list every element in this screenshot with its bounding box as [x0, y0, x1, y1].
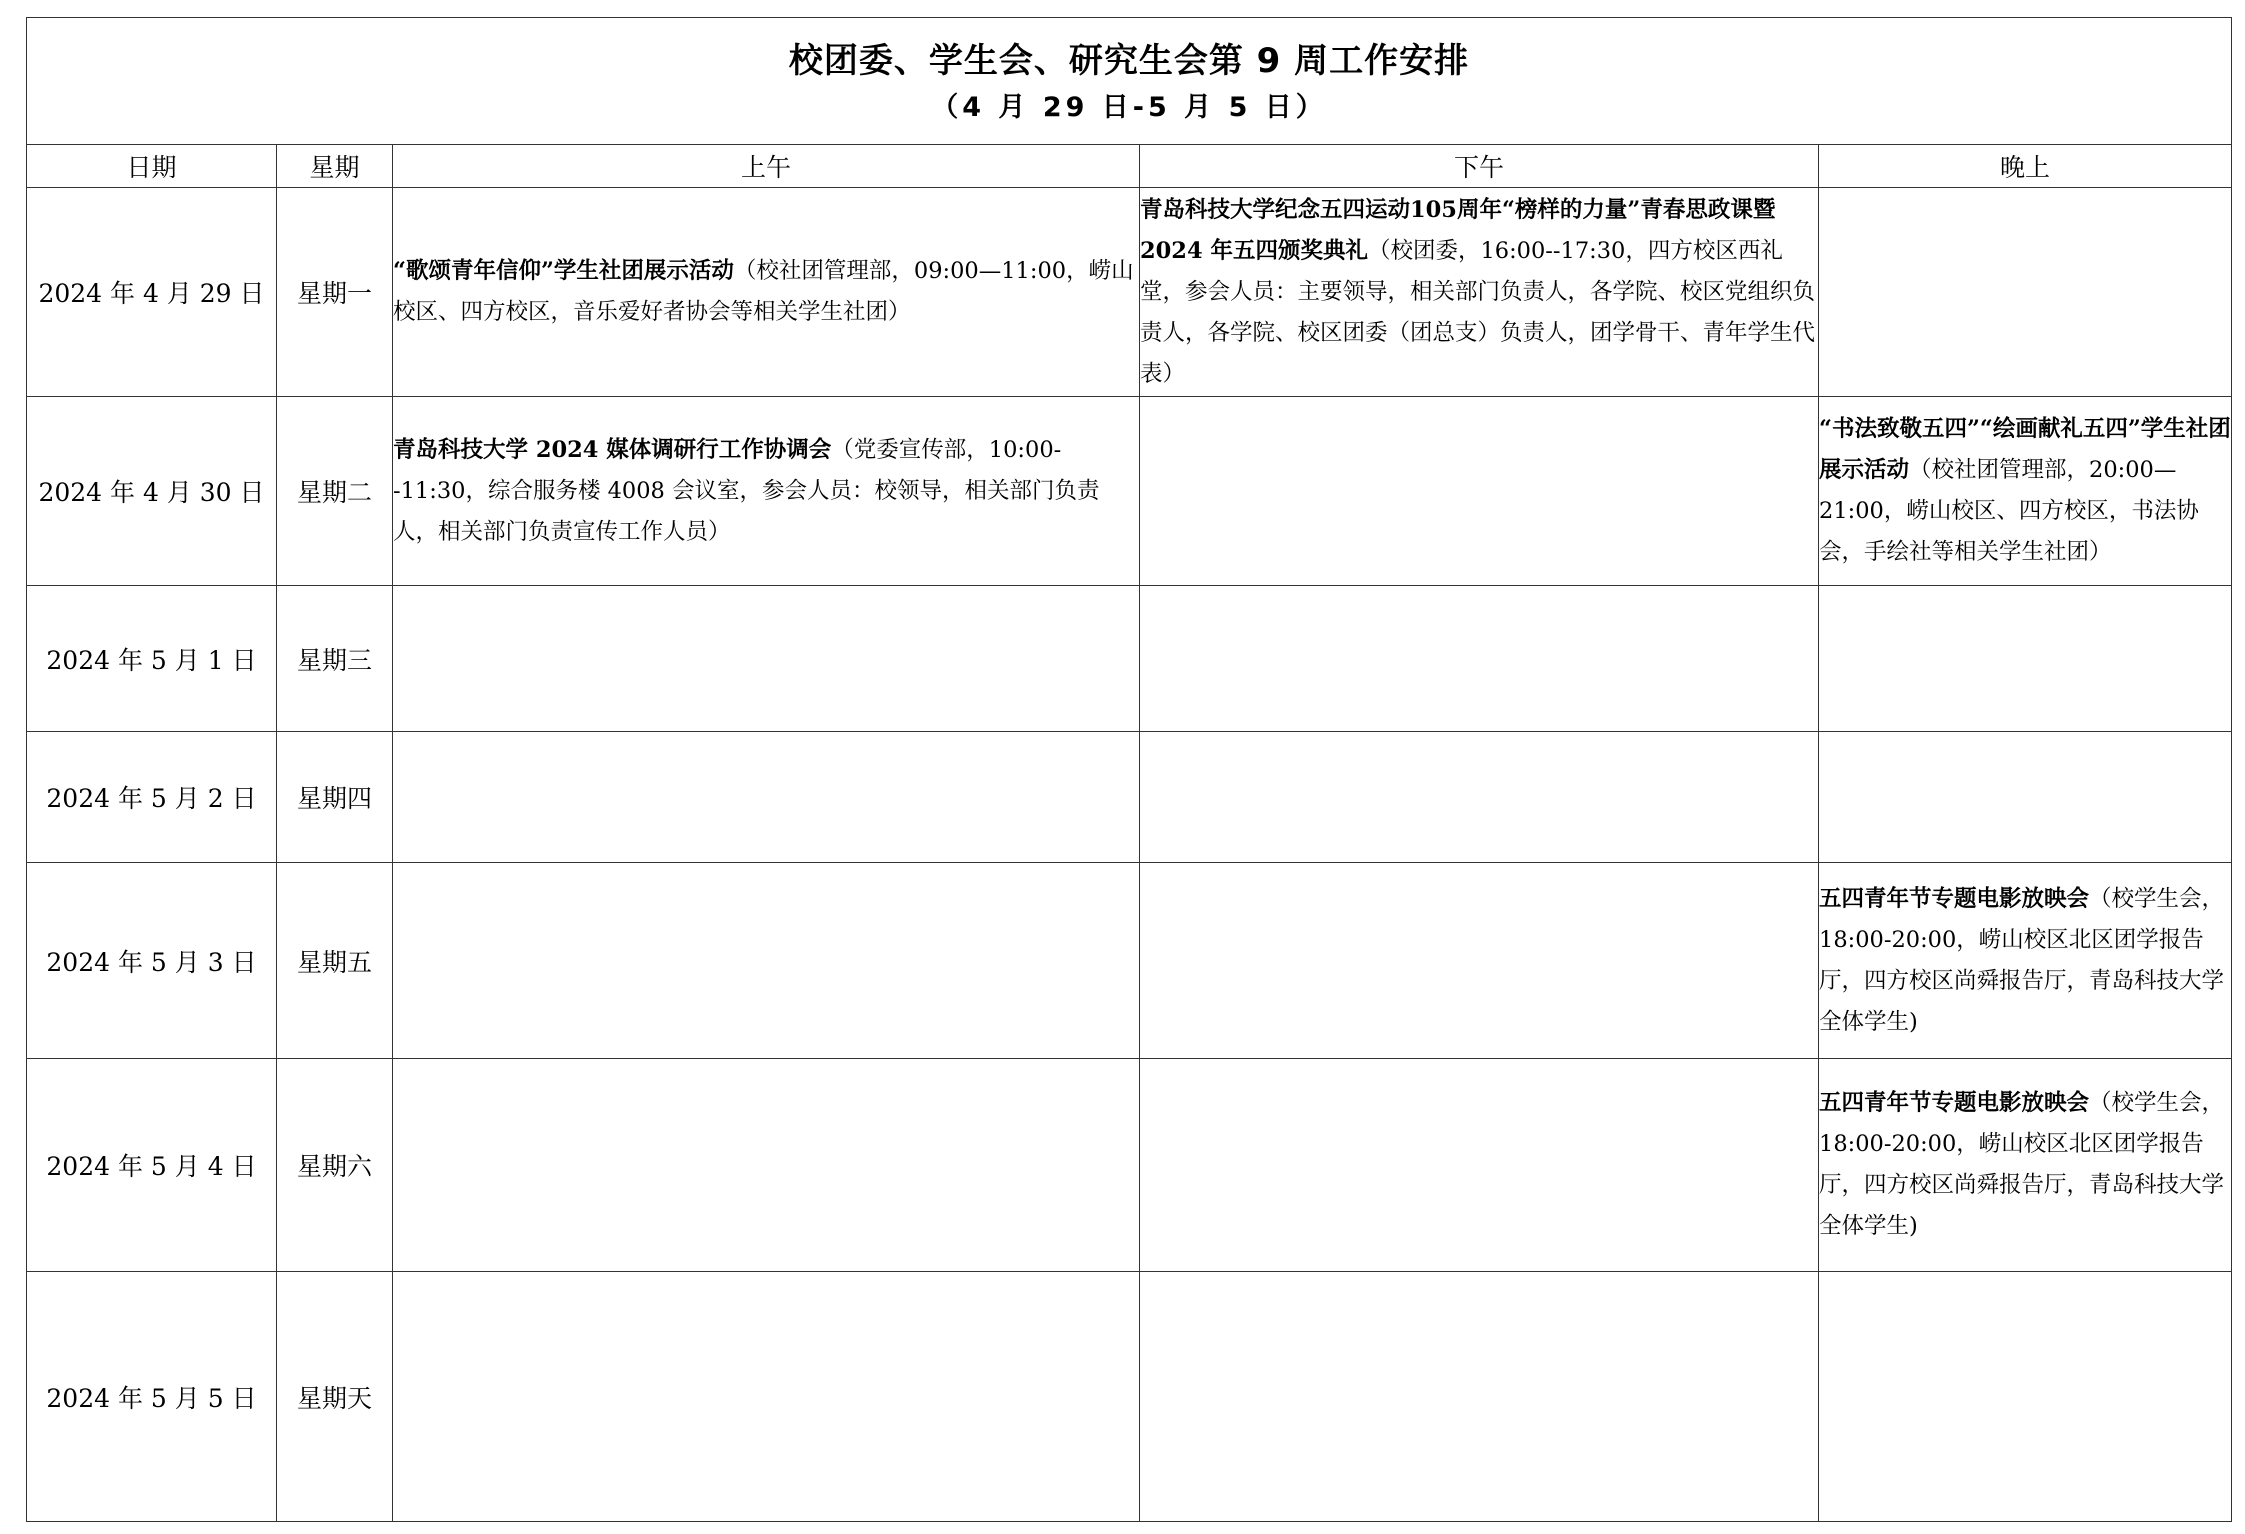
column-header-evening: 晚上 [1819, 145, 2232, 188]
evening-cell [1819, 586, 2232, 732]
afternoon-cell [1140, 1059, 1819, 1272]
evening-cell [1819, 1272, 2232, 1522]
column-header-date: 日期 [27, 145, 277, 188]
event-detail: （校学生会，18:00-20:00，崂山校区北区团学报告厅，四方校区尚舜报告厅，青岛科技大学全体学生) [1819, 885, 2225, 1035]
afternoon-cell [1140, 732, 1819, 863]
table-row [27, 863, 2232, 1059]
event-detail: （校学生会，18:00-20:00，崂山校区北区团学报告厅，四方校区尚舜报告厅，青岛科技大学全体学生) [1819, 1090, 2225, 1239]
morning-cell [393, 188, 1140, 397]
weekday-cell: 星期四 [277, 732, 393, 863]
evening-cell [1819, 188, 2232, 397]
column-header-afternoon: 下午 [1140, 145, 1819, 188]
morning-cell [393, 586, 1140, 732]
event-detail: （校团委，16:00--17:30，四方校区西礼堂，参会人员：主要领导，相关部门负责人，各学院、校区党组织负责人，各学院、校区团委（团总支）负责人，团学骨干、青年学生代表） [1140, 237, 1816, 387]
table-row [27, 1272, 2232, 1522]
schedule-sheet [26, 17, 2231, 1520]
table-row [27, 397, 2232, 586]
event-title: 青岛科技大学纪念五四运动105周年“榜样的力量”青春思政课暨 2024 年五四颁奖典礼 [1140, 196, 1776, 264]
title-cell [27, 18, 2232, 145]
weekday-cell: 星期天 [277, 1272, 393, 1522]
schedule-table [26, 17, 2232, 1522]
weekday-cell: 星期五 [277, 863, 393, 1059]
afternoon-cell [1140, 397, 1819, 586]
date-cell: 2024 年 5 月 5 日 [27, 1272, 277, 1522]
morning-cell [393, 397, 1140, 586]
evening-cell [1819, 863, 2232, 1059]
evening-cell [1819, 732, 2232, 863]
afternoon-cell [1140, 586, 1819, 732]
event-title: 青岛科技大学 2024 媒体调研行工作协调会 [393, 436, 832, 463]
table-row [27, 1059, 2232, 1272]
afternoon-cell [1140, 863, 1819, 1059]
event-title: 五四青年节专题电影放映会 [1819, 885, 2090, 912]
event-detail: （校社团管理部，09:00—11:00，崂山校区、四方校区，音乐爱好者协会等相关学生社团） [393, 258, 1134, 325]
date-cell: 2024 年 4 月 29 日 [27, 188, 277, 397]
date-range-subtitle: （4 月 29 日-5 月 5 日） [931, 92, 1327, 123]
document-title: 校团委、学生会、研究生会第 9 周工作安排 [788, 41, 1470, 81]
afternoon-cell [1140, 188, 1819, 397]
event-detail: （校社团管理部，20:00—21:00，崂山校区、四方校区，书法协会，手绘社等相关学生社团） [1819, 457, 2199, 565]
title-row [27, 18, 2232, 145]
morning-cell [393, 863, 1140, 1059]
date-cell: 2024 年 5 月 4 日 [27, 1059, 277, 1272]
morning-cell [393, 1272, 1140, 1522]
date-cell: 2024 年 5 月 3 日 [27, 863, 277, 1059]
event-title: “歌颂青年信仰”学生社团展示活动 [393, 258, 734, 284]
table-row [27, 586, 2232, 732]
weekday-cell: 星期六 [277, 1059, 393, 1272]
event-detail: （党委宣传部，10:00--11:30，综合服务楼 4008 会议室，参会人员：校领导，相关部门负责人，相关部门负责宣传工作人员） [393, 436, 1100, 545]
weekday-cell: 星期一 [277, 188, 393, 397]
column-header-morning: 上午 [393, 145, 1140, 188]
evening-cell [1819, 397, 2232, 586]
date-cell: 2024 年 4 月 30 日 [27, 397, 277, 586]
table-row [27, 732, 2232, 863]
event-title: 五四青年节专题电影放映会 [1819, 1090, 2090, 1116]
weekday-cell: 星期二 [277, 397, 393, 586]
column-header-weekday: 星期 [277, 145, 393, 188]
afternoon-cell [1140, 1272, 1819, 1522]
weekday-cell: 星期三 [277, 586, 393, 732]
table-row [27, 188, 2232, 397]
morning-cell [393, 1059, 1140, 1272]
header-row [27, 145, 2232, 188]
evening-cell [1819, 1059, 2232, 1272]
event-title: “书法致敬五四”“绘画献礼五四”学生社团展示活动 [1819, 416, 2231, 483]
morning-cell [393, 732, 1140, 863]
date-cell: 2024 年 5 月 1 日 [27, 586, 277, 732]
date-cell: 2024 年 5 月 2 日 [27, 732, 277, 863]
